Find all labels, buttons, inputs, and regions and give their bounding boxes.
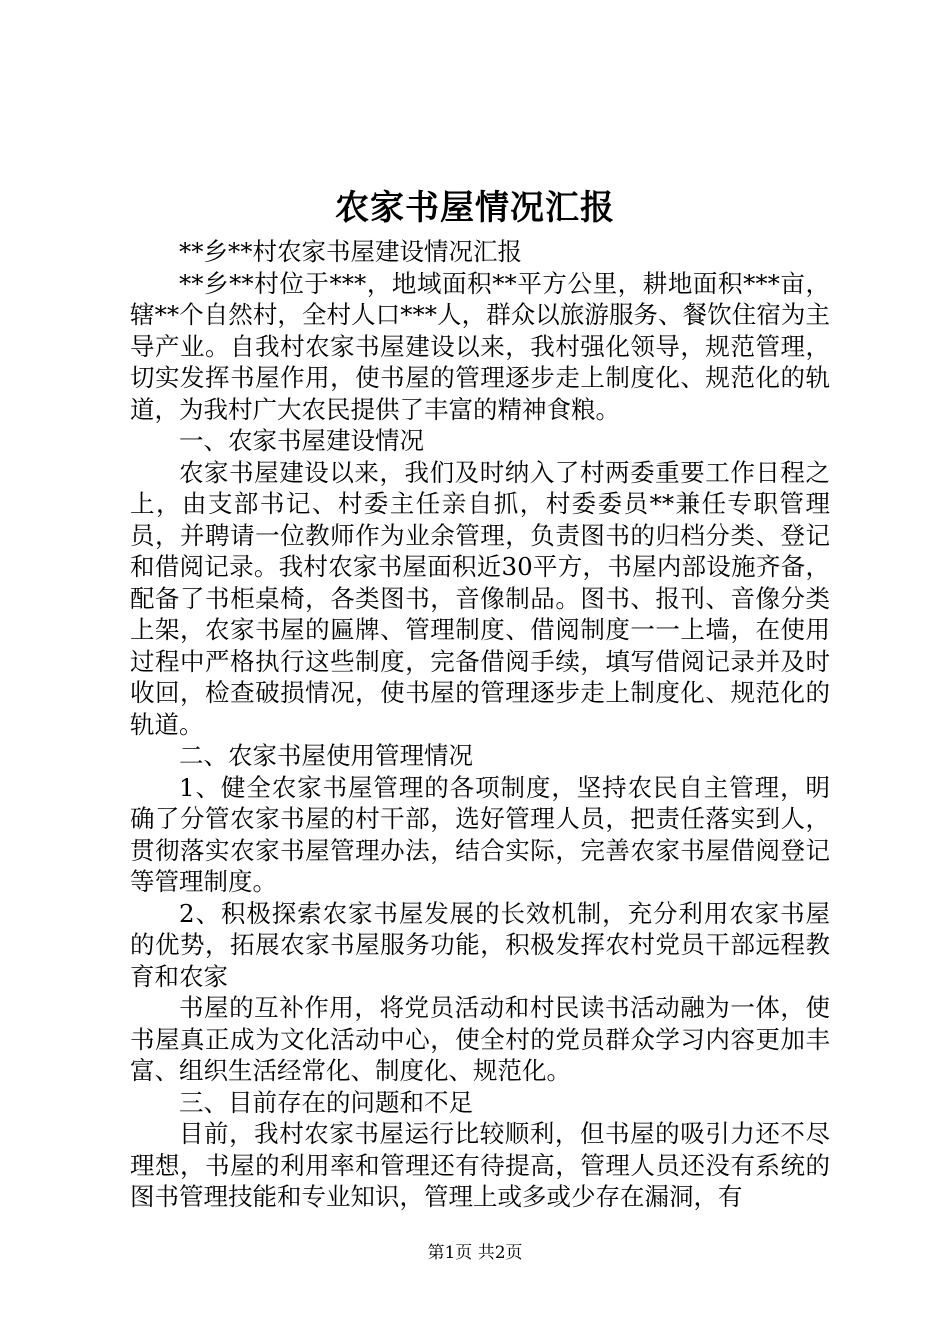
paragraph-management-1: 1、健全农家书屋管理的各项制度，坚持农民自主管理，明确了分管农家书屋的村干部，选好管理人员，把责任落实到人，贯彻落实农家书屋管理办法，结合实际，完善农家书屋借阅登记等管理制度。 <box>130 772 830 896</box>
section-heading-3: 三、目前存在的问题和不足 <box>179 1087 473 1117</box>
section-heading-1: 一、农家书屋建设情况 <box>179 426 424 455</box>
paragraph-construction: 农家书屋建设以来，我们及时纳入了村两委重要工作日程之上，由支部书记、村委主任亲自抓，村委委员**兼任专职管理员，并聘请一位教师作为业余管理，负责图书的归档分类、登记和借阅记录。我村农家书屋面积近30平方，书屋内部设施齐备，配备了书柜桌椅，各类图书，音像制品。图书、报刊、音像分类上架，农家书屋的匾牌、管理制度、借阅制度一一上墙，在使用过程中严格执行这些制度，完备借阅手续，填写借阅记录并及时收回，检查破损情况，使书屋的管理逐步走上制度化、规范化的轨道。 <box>130 457 830 739</box>
paragraph-management-3: 书屋的互补作用，将党员活动和村民读书活动融为一体，使书屋真正成为文化活动中心，使全村的党员群众学习内容更加丰富、组织生活经常化、制度化、规范化。 <box>130 993 830 1085</box>
document-body <box>130 236 830 1213</box>
page-footer: 第1页 共2页 <box>427 1243 523 1263</box>
document-title: 农家书屋情况汇报 <box>335 188 615 228</box>
section-heading-2: 二、农家书屋使用管理情况 <box>179 741 473 770</box>
paragraph-management-2: 2、积极探索农家书屋发展的长效机制，充分利用农家书屋的优势，拓展农家书屋服务功能，积极发挥农村党员干部远程教育和农家 <box>130 898 830 991</box>
paragraph-subtitle: **乡**村农家书屋建设情况汇报 <box>179 237 522 266</box>
paragraph-intro: **乡**村位于***，地域面积**平方公里，耕地面积***亩，辖**个自然村，全村人口***人，群众以旅游服务、餐饮住宿为主导产业。自我村农家书屋建设以来，我村强化领导，规范管理，切实发挥书屋作用，使书屋的管理逐步走上制度化、规范化的轨道，为我村广大农民提供了丰富的精神食粮。 <box>130 268 830 424</box>
paragraph-problems: 目前，我村农家书屋运行比较顺利，但书屋的吸引力还不尽理想，书屋的利用率和管理还有待提高，管理人员还没有系统的图书管理技能和专业知识，管理上或多或少存在漏洞，有 <box>130 1119 830 1211</box>
